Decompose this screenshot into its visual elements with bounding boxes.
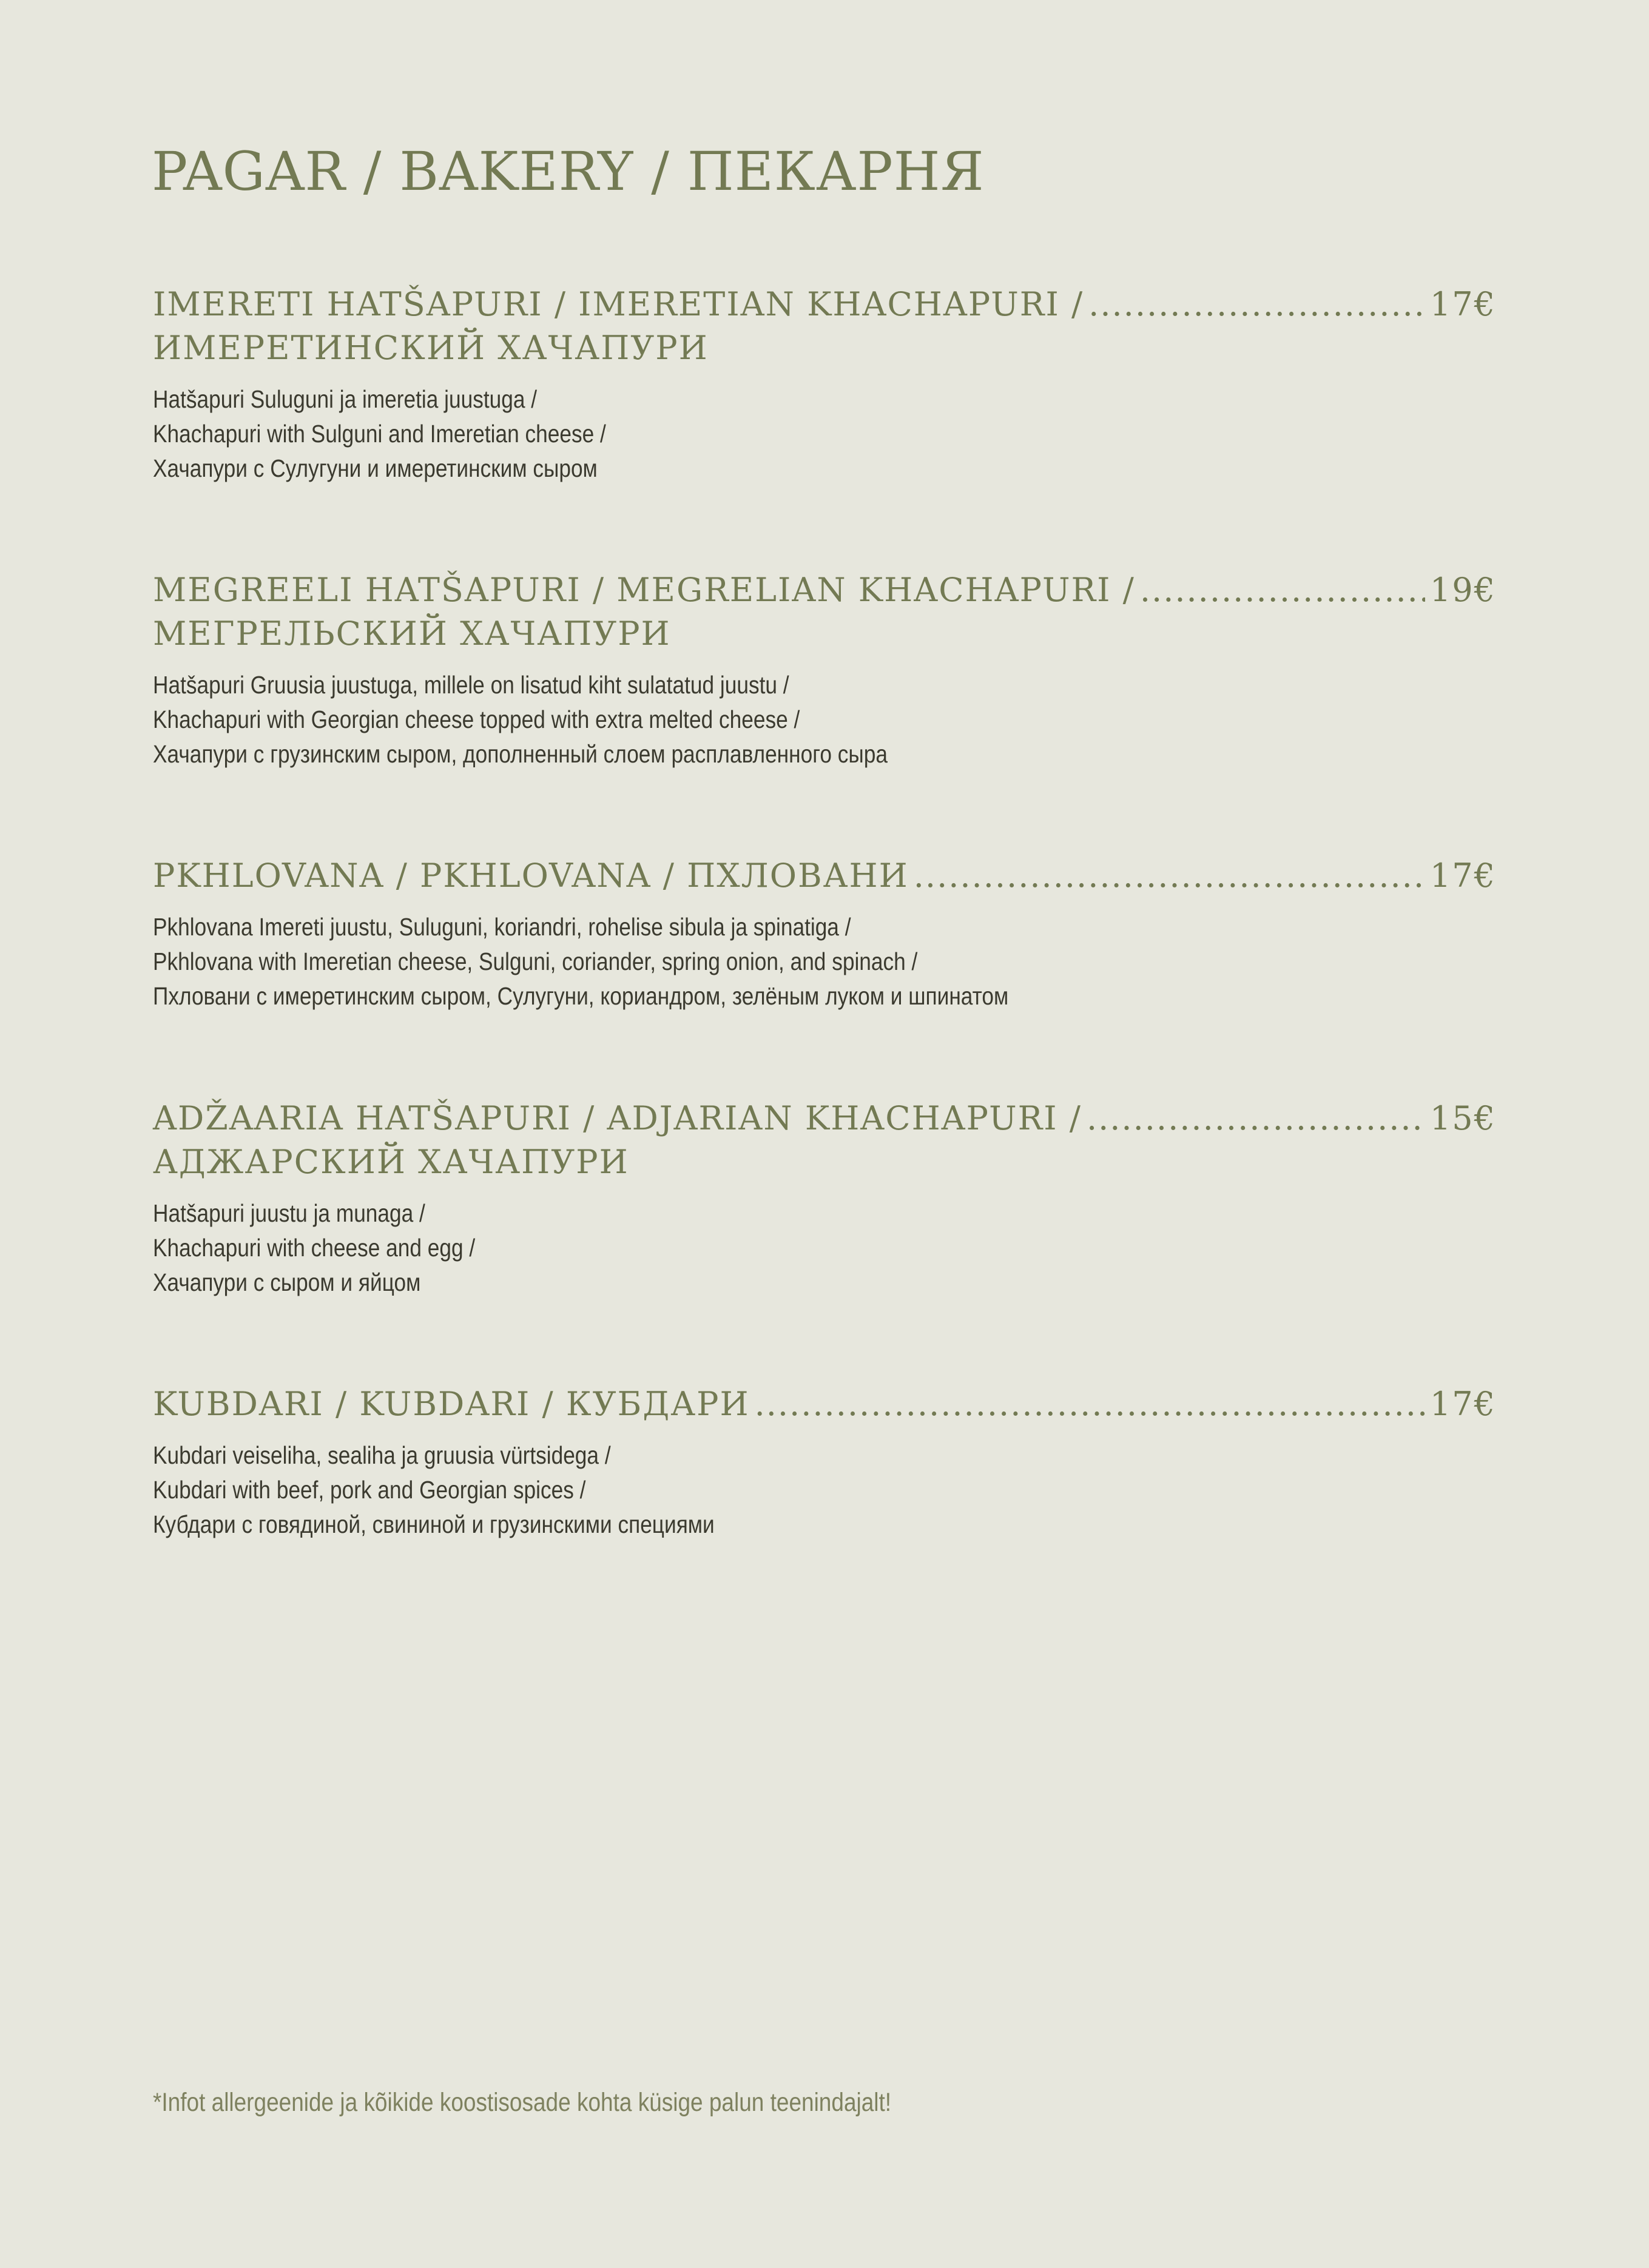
dot-leader: [1140, 568, 1425, 612]
item-name-russian: ИМЕРЕТИНСКИЙ ХАЧАПУРИ: [153, 329, 709, 367]
item-name: KUBDARI / KUBDARI / КУБДАРИ: [153, 1385, 750, 1423]
description-estonian: Hatšapuri Gruusia juustuga, millele on lisatud kiht sulatatud juustu /: [153, 671, 789, 699]
allergen-footnote: *Infot allergeenide ja kõikide koostisosade kohta küsige palun teenindajalt!: [153, 2088, 892, 2117]
description-estonian: Pkhlovana Imereti juustu, Suluguni, koriandri, rohelise sibula ja spinatiga /: [153, 913, 851, 941]
menu-item-kubdari: [153, 1382, 1496, 1542]
dot-leader: [1088, 283, 1425, 326]
item-description: [153, 1438, 1457, 1542]
description-english: Kubdari with beef, pork and Georgian spices /: [153, 1476, 586, 1504]
description-english: Pkhlovana with Imeretian cheese, Sulguni, coriander, spring onion, and spinach /: [153, 947, 918, 975]
item-name: IMERETI HATŠAPURI / IMERETIAN KHACHAPURI /: [153, 285, 1084, 323]
description-russian: Хачапури с сыром и яйцом: [153, 1268, 421, 1296]
item-description: [153, 910, 1457, 1014]
description-estonian: Hatšapuri Suluguni ja imeretia juustuga /: [153, 385, 538, 413]
menu-item-heading: [153, 283, 1496, 370]
menu-item-heading: [153, 1097, 1496, 1184]
item-name: PKHLOVANA / PKHLOVANA / ПХЛОВАНИ: [153, 856, 909, 895]
item-name-russian: АДЖАРСКИЙ ХАЧАПУРИ: [153, 1143, 629, 1181]
menu-item-megreli-khachapuri: [153, 568, 1496, 772]
item-description: [153, 1196, 1457, 1300]
description-estonian: Kubdari veiseliha, sealiha ja gruusia vürtsidega /: [153, 1441, 611, 1469]
dot-leader: [914, 854, 1425, 898]
description-english: Khachapuri with Sulguni and Imeretian cheese /: [153, 420, 606, 448]
menu-item-adjarian-khachapuri: [153, 1097, 1496, 1300]
item-price: 17€: [1429, 856, 1496, 895]
description-russian: Хачапури с Сулугуни и имеретинским сыром: [153, 454, 598, 482]
dot-leader: [1087, 1097, 1425, 1140]
page-title: PAGAR / BAKERY / ПЕКАРНЯ: [152, 140, 985, 203]
item-description: [153, 668, 1457, 772]
item-name: ADŽAARIA HATŠAPURI / ADJARIAN KHACHAPURI /: [153, 1099, 1082, 1137]
item-price: 17€: [1429, 1385, 1496, 1423]
menu-item-heading: [153, 1382, 1496, 1426]
menu-item-imereti-khachapuri: [153, 283, 1496, 486]
item-description: [153, 382, 1457, 486]
dot-leader: [755, 1382, 1425, 1426]
description-english: Khachapuri with Georgian cheese topped with extra melted cheese /: [153, 705, 800, 733]
description-russian: Кубдари с говядиной, свининой и грузинскими специями: [153, 1510, 715, 1538]
description-russian: Хачапури с грузинским сыром, дополненный слоем расплавленного сыра: [153, 740, 888, 768]
menu-item-pkhlovana: [153, 854, 1496, 1014]
item-price: 15€: [1429, 1099, 1496, 1137]
menu-item-heading: [153, 854, 1496, 898]
description-english: Khachapuri with cheese and egg /: [153, 1234, 476, 1262]
description-estonian: Hatšapuri juustu ja munaga /: [153, 1199, 425, 1227]
item-name: MEGREELI HATŠAPURI / MEGRELIAN KHACHAPURI /: [153, 571, 1135, 609]
item-name-russian: МЕГРЕЛЬСКИЙ ХАЧАПУРИ: [153, 614, 671, 653]
description-russian: Пхловани с имеретинским сыром, Сулугуни, кориандром, зелёным луком и шпинатом: [153, 982, 1009, 1010]
item-price: 19€: [1429, 571, 1496, 609]
item-price: 17€: [1429, 285, 1496, 323]
menu-item-heading: [153, 568, 1496, 656]
